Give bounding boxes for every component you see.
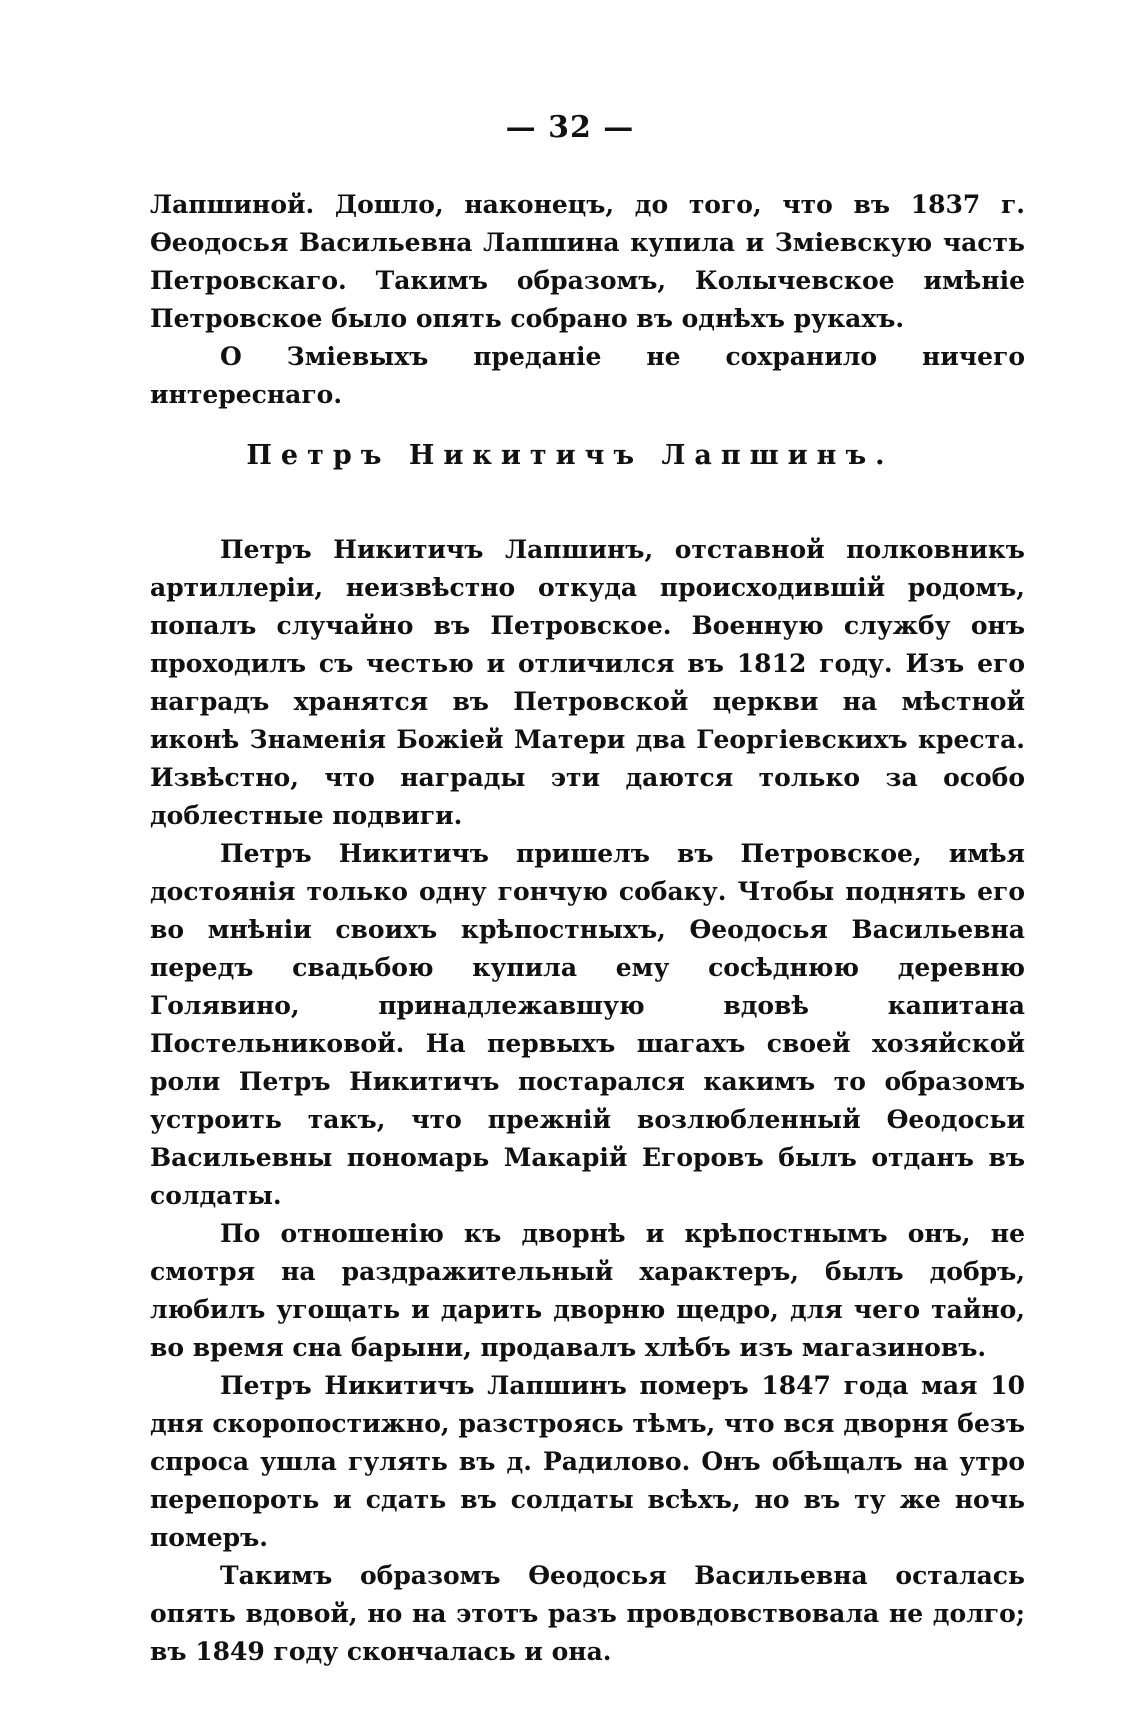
body-paragraph: Такимъ образомъ Ѳеодосья Васильевна осталась опять вдовой, но на этотъ разъ провдовствовала не долго; въ 1849 году скончалась и она.	[150, 1561, 1025, 1666]
intro-paragraph: О Змiевыхъ преданiе не сохранило ничего интереснаго.	[150, 342, 1025, 409]
intro-paragraph: Лапшиной. Дошло, наконецъ, до того, что въ 1837 г. Ѳеодосья Васильевна Лапшина купила и Змiевскую часть Петровскаго. Такимъ образомъ, Колычевское имѣнiе Петровское было опять собрано въ однѣхъ рукахъ.	[150, 190, 1025, 333]
body-paragraph: Петръ Никитичъ пришелъ въ Петровское, имѣя достоянiя только одну гончую собаку. Чтобы поднять его во мнѣнiи своихъ крѣпостныхъ, Ѳеодосья Васильевна передъ свадьбою купила ему сосѣднюю деревню Голявино, принадлежавшую вдовѣ капитана Постельниковой. На первыхъ шагахъ своей хозяйской роли Петръ Никитичъ постарался какимъ то образомъ устроить такъ, что прежнiй возлюбленный Ѳеодосьи Васильевны пономарь Макарiй Егоровъ былъ отданъ въ солдаты.	[150, 839, 1025, 1210]
section-body	[150, 531, 1025, 1671]
intro-text	[150, 186, 1025, 414]
section-heading: Петръ Никитичъ Лапшинъ.	[246, 440, 894, 471]
body-paragraph: Петръ Никитичъ Лапшинъ, отставной полковникъ артиллерiи, неизвѣстно откуда происходившiй родомъ, попалъ случайно въ Петровское. Военную службу онъ проходилъ съ честью и отличился въ 1812 году. Изъ его наградъ хранятся въ Петровской церкви на мѣстной иконѣ Знаменiя Божiей Матери два Георгiевскихъ креста. Извѣстно, что награды эти даются только за особо доблестные подвиги.	[150, 535, 1025, 830]
page-number: — 32 —	[505, 110, 635, 145]
body-paragraph: Петръ Никитичъ Лапшинъ померъ 1847 года мая 10 дня скоропостижно, разстроясь тѣмъ, что вся дворня безъ спроса ушла гулять въ д. Радилово. Онъ обѣщалъ на утро перепороть и сдать въ солдаты всѣхъ, но въ ту же ночь померъ.	[150, 1371, 1025, 1552]
body-paragraph: По отношенiю къ дворнѣ и крѣпостнымъ онъ, не смотря на раздражительный характеръ, былъ добръ, любилъ угощать и дарить дворню щедро, для чего тайно, во время сна барыни, продавалъ хлѣбъ изъ магазиновъ.	[150, 1219, 1025, 1362]
